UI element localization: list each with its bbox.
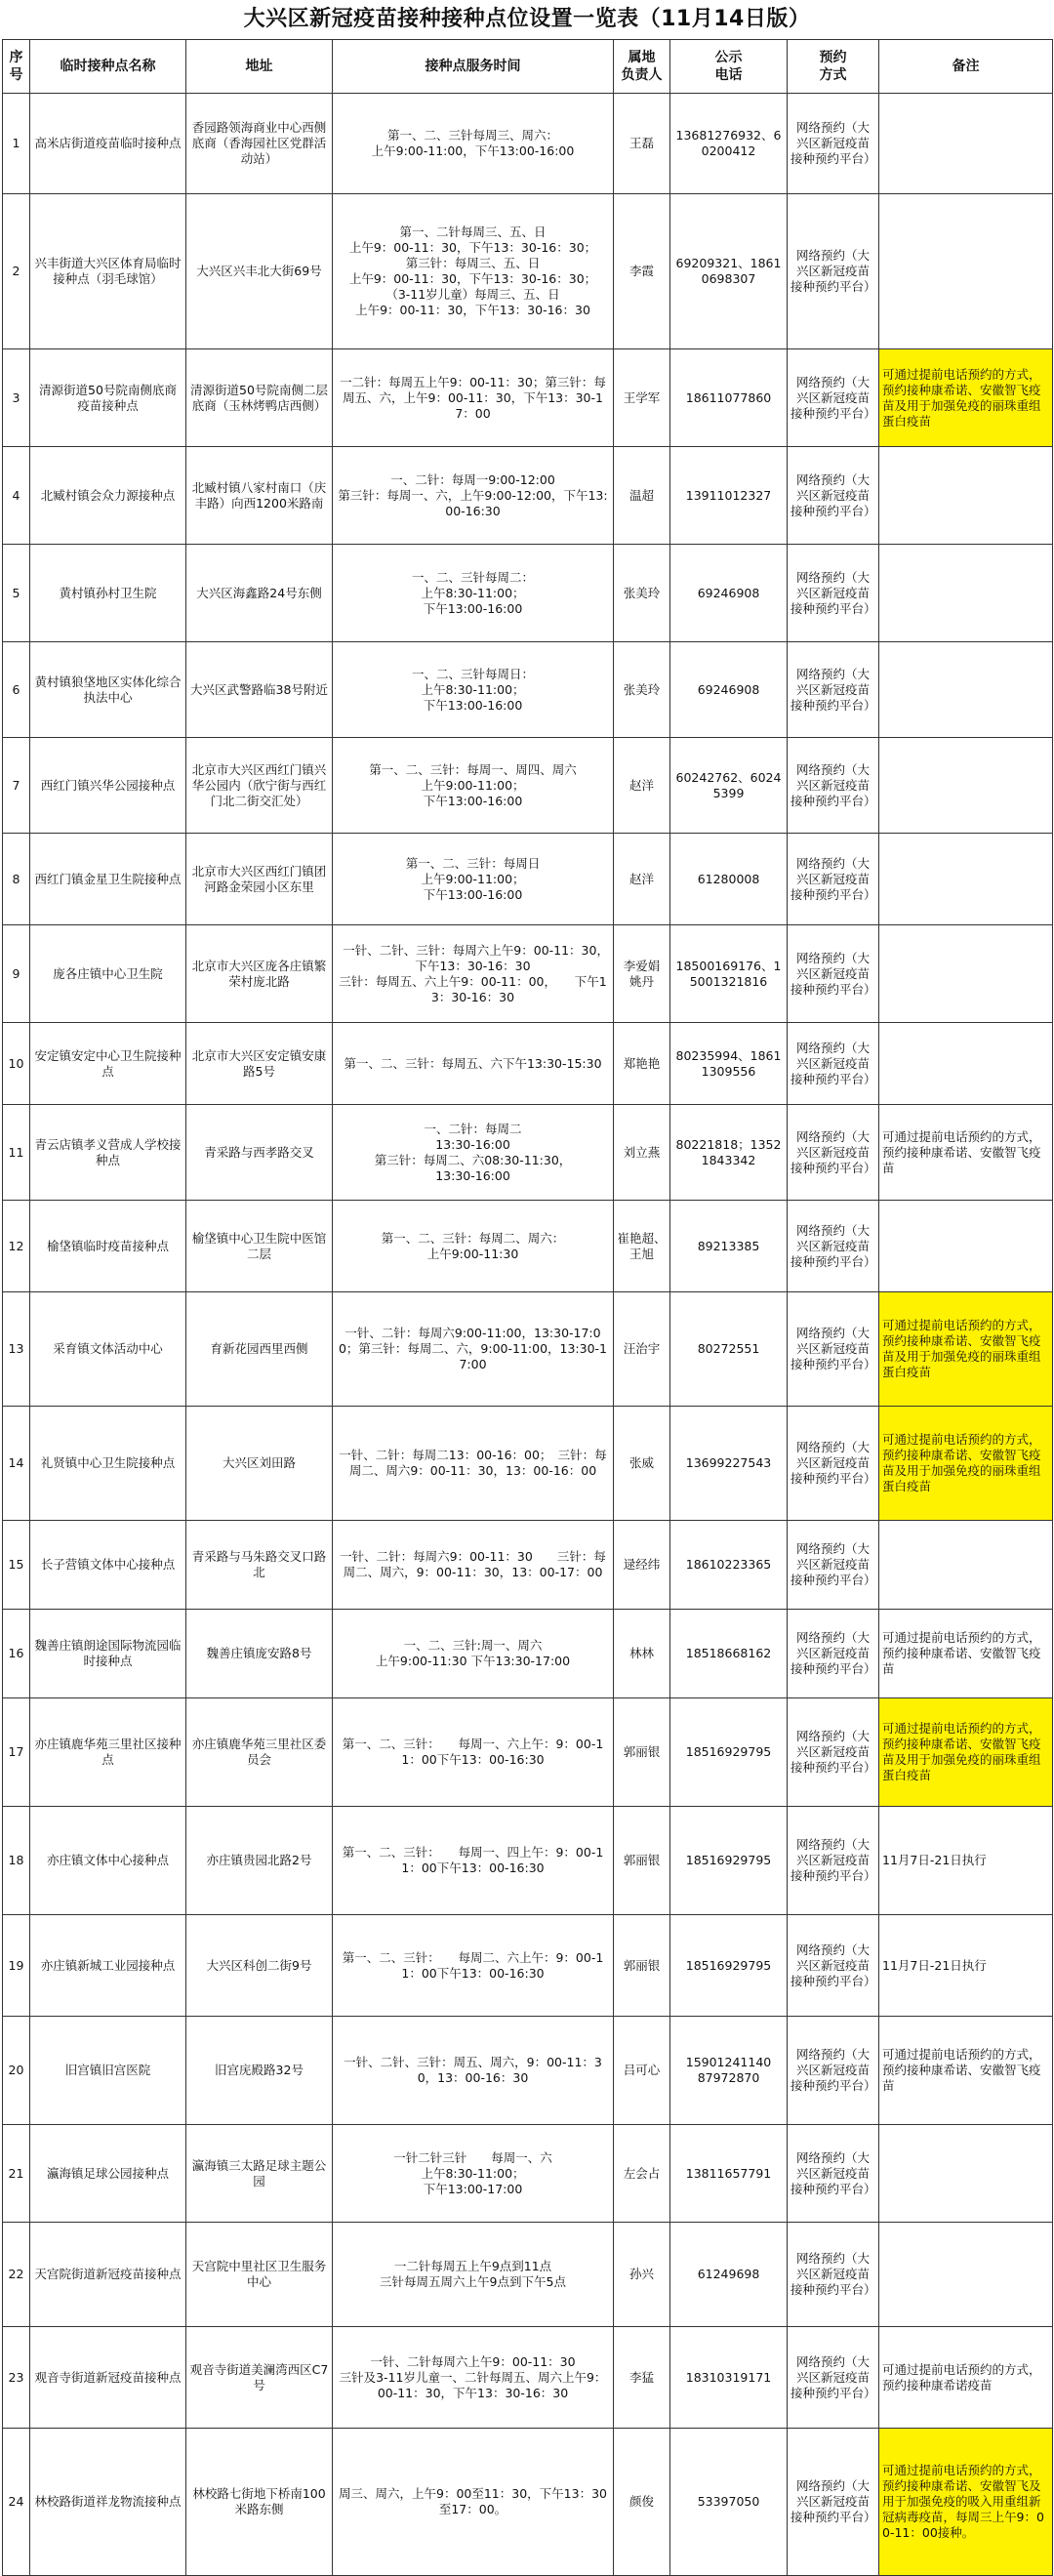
- cell-seq: 21: [3, 2125, 30, 2223]
- cell-person: 郑艳艳: [614, 1023, 670, 1105]
- cell-address: 魏善庄镇庞安路8号: [186, 1610, 333, 1698]
- cell-seq: 18: [3, 1807, 30, 1915]
- table-row: [3, 2017, 1053, 2125]
- cell-phone: 15901241140 87972870: [670, 2017, 788, 2125]
- cell-person: 逯经纬: [614, 1521, 670, 1610]
- cell-note: [879, 447, 1053, 545]
- table-row: [3, 545, 1053, 642]
- cell-booking: 网络预约（大兴区新冠疫苗接种预约平台）: [788, 545, 879, 642]
- cell-name: 长子营镇文体中心接种点: [30, 1521, 186, 1610]
- table-row: [3, 2125, 1053, 2223]
- header-address: 地址: [186, 40, 333, 94]
- cell-booking: 网络预约（大兴区新冠疫苗接种预约平台）: [788, 349, 879, 447]
- cell-note: 可通过提前电话预约的方式，预约接种康希诺、安徽智飞疫苗及用于加强免疫的丽珠重组蛋白疫苗: [879, 1698, 1053, 1807]
- table-row: [3, 94, 1053, 194]
- cell-note: [879, 834, 1053, 925]
- cell-name: 榆垡镇临时疫苗接种点: [30, 1201, 186, 1292]
- cell-note: 11月7日-21日执行: [879, 1915, 1053, 2017]
- cell-person: 吕可心: [614, 2017, 670, 2125]
- cell-service-time: 第一、二、三针： 每周一、四上午：9：00-11：00下午13：00-16:30: [333, 1807, 614, 1915]
- cell-booking: 网络预约（大兴区新冠疫苗接种预约平台）: [788, 738, 879, 834]
- table-row: [3, 2327, 1053, 2429]
- table-row: [3, 1201, 1053, 1292]
- table-header-row: [3, 40, 1053, 94]
- cell-booking: 网络预约（大兴区新冠疫苗接种预约平台）: [788, 1407, 879, 1521]
- cell-service-time: 一、二、三针:周一、周六 上午9:00-11:30 下午13:30-17:00: [333, 1610, 614, 1698]
- cell-seq: 22: [3, 2223, 30, 2327]
- cell-booking: 网络预约（大兴区新冠疫苗接种预约平台）: [788, 2327, 879, 2429]
- cell-person: 汪治宇: [614, 1292, 670, 1407]
- cell-address: 观音寺街道美澜湾西区C7号: [186, 2327, 333, 2429]
- cell-service-time: 一针、二针：每周二13：00-16：00； 三针：每周二、周六9：00-11：30，13：00-16：00: [333, 1407, 614, 1521]
- table-row: [3, 1915, 1053, 2017]
- cell-name: 西红门镇兴华公园接种点: [30, 738, 186, 834]
- cell-service-time: 一二针每周五上午9点到11点 三针每周五周六上午9点到下午5点: [333, 2223, 614, 2327]
- cell-phone: 60242762、60245399: [670, 738, 788, 834]
- cell-address: 瀛海镇三太路足球主题公园: [186, 2125, 333, 2223]
- cell-phone: 18516929795: [670, 1807, 788, 1915]
- cell-service-time: 一、二、三针每周日： 上午8:30-11:00； 下午13:00-16:00: [333, 642, 614, 738]
- cell-person: 颜俊: [614, 2429, 670, 2576]
- cell-service-time: 一针、二针、三针：每周六上午9：00-11：30， 下午13：30-16：30 三针：每周五、六上午9：00-11：00， 下午13：30-16：30: [333, 925, 614, 1023]
- cell-booking: 网络预约（大兴区新冠疫苗接种预约平台）: [788, 1915, 879, 2017]
- cell-phone: 18611077860: [670, 349, 788, 447]
- cell-address: 北京市大兴区庞各庄镇繁荣村庞北路: [186, 925, 333, 1023]
- cell-address: 大兴区科创二街9号: [186, 1915, 333, 2017]
- cell-name: 青云店镇孝义营成人学校接种点: [30, 1105, 186, 1201]
- cell-service-time: 第一、二、三针每周三、周六： 上午9:00-11:00，下午13:00-16:00: [333, 94, 614, 194]
- cell-phone: 18518668162: [670, 1610, 788, 1698]
- table-row: [3, 1105, 1053, 1201]
- cell-person: 崔艳超、王旭: [614, 1201, 670, 1292]
- cell-service-time: 周三、周六，上午9：00至11：30，下午13：30至17：00。: [333, 2429, 614, 2576]
- cell-person: 张美玲: [614, 545, 670, 642]
- cell-person: 张美玲: [614, 642, 670, 738]
- cell-address: 大兴区刘田路: [186, 1407, 333, 1521]
- cell-seq: 19: [3, 1915, 30, 2017]
- cell-person: 左会占: [614, 2125, 670, 2223]
- cell-address: 育新花园西里西侧: [186, 1292, 333, 1407]
- cell-address: 旧宫庑殿路32号: [186, 2017, 333, 2125]
- cell-name: 清源街道50号院南侧底商疫苗接种点: [30, 349, 186, 447]
- cell-booking: 网络预约（大兴区新冠疫苗接种预约平台）: [788, 447, 879, 545]
- cell-name: 旧宫镇旧宫医院: [30, 2017, 186, 2125]
- cell-person: 刘立燕: [614, 1105, 670, 1201]
- cell-name: 礼贤镇中心卫生院接种点: [30, 1407, 186, 1521]
- cell-name: 观音寺街道新冠疫苗接种点: [30, 2327, 186, 2429]
- cell-address: 北京市大兴区安定镇安康路5号: [186, 1023, 333, 1105]
- header-booking: 预约 方式: [788, 40, 879, 94]
- cell-note: [879, 94, 1053, 194]
- cell-name: 西红门镇金星卫生院接种点: [30, 834, 186, 925]
- cell-booking: 网络预约（大兴区新冠疫苗接种预约平台）: [788, 94, 879, 194]
- cell-service-time: 第一、二、三针：每周日 上午9:00-11:00； 下午13:00-16:00: [333, 834, 614, 925]
- cell-person: 王学军: [614, 349, 670, 447]
- cell-person: 林林: [614, 1610, 670, 1698]
- cell-note: 可通过提前电话预约的方式，预约接种康希诺、安徽智飞疫苗及用于加强免疫的丽珠重组蛋白疫苗: [879, 349, 1053, 447]
- cell-address: 北京市大兴区西红门镇团河路金荣园小区东里: [186, 834, 333, 925]
- cell-address: 亦庄镇贵园北路2号: [186, 1807, 333, 1915]
- cell-seq: 5: [3, 545, 30, 642]
- cell-note: 可通过提前电话预约的方式，预约接种康希诺、安徽智飞疫苗: [879, 2017, 1053, 2125]
- header-phone: 公示 电话: [670, 40, 788, 94]
- cell-seq: 23: [3, 2327, 30, 2429]
- table-row: [3, 1292, 1053, 1407]
- cell-booking: 网络预约（大兴区新冠疫苗接种预约平台）: [788, 2223, 879, 2327]
- cell-booking: 网络预约（大兴区新冠疫苗接种预约平台）: [788, 1807, 879, 1915]
- cell-person: 郭丽银: [614, 1807, 670, 1915]
- header-note: 备注: [879, 40, 1053, 94]
- cell-seq: 16: [3, 1610, 30, 1698]
- table-row: [3, 738, 1053, 834]
- cell-booking: 网络预约（大兴区新冠疫苗接种预约平台）: [788, 2017, 879, 2125]
- cell-seq: 3: [3, 349, 30, 447]
- cell-address: 北臧村镇八家村南口（庆丰路）向西1200米路南: [186, 447, 333, 545]
- cell-booking: 网络预约（大兴区新冠疫苗接种预约平台）: [788, 925, 879, 1023]
- cell-service-time: 一针、二针：每周六9：00-11：30 三针：每周二、周六，9：00-11：30，13：00-17：00: [333, 1521, 614, 1610]
- cell-service-time: 第一、二、三针：每周五、六下午13:30-15:30: [333, 1023, 614, 1105]
- cell-service-time: 一针、二针：每周六9:00-11:00，13:30-17:00；第三针：每周二、六，9:00-11:00，13:30-17:00: [333, 1292, 614, 1407]
- cell-note: [879, 1201, 1053, 1292]
- cell-service-time: 第一、二、三针：每周一、周四、周六 上午9:00-11:00； 下午13:00-16:00: [333, 738, 614, 834]
- cell-note: [879, 1023, 1053, 1105]
- table-row: [3, 1807, 1053, 1915]
- cell-address: 清源街道50号院南侧二层底商（玉林烤鸭店西侧）: [186, 349, 333, 447]
- cell-seq: 11: [3, 1105, 30, 1201]
- cell-name: 采育镇文体活动中心: [30, 1292, 186, 1407]
- cell-person: 郭丽银: [614, 1698, 670, 1807]
- cell-name: 魏善庄镇朗途国际物流园临时接种点: [30, 1610, 186, 1698]
- cell-seq: 1: [3, 94, 30, 194]
- cell-booking: 网络预约（大兴区新冠疫苗接种预约平台）: [788, 1698, 879, 1807]
- cell-service-time: 一、二针：每周二 13:30-16:00 第三针：每周二、六08:30-11:30， 13:30-16:00: [333, 1105, 614, 1201]
- cell-phone: 18500169176、15001321816: [670, 925, 788, 1023]
- cell-service-time: 第一、二、三针：每周二、周六： 上午9:00-11:30: [333, 1201, 614, 1292]
- cell-address: 青采路与西孝路交叉: [186, 1105, 333, 1201]
- cell-seq: 9: [3, 925, 30, 1023]
- cell-phone: 69209321、18610698307: [670, 194, 788, 349]
- table-row: [3, 834, 1053, 925]
- cell-booking: 网络预约（大兴区新冠疫苗接种预约平台）: [788, 2429, 879, 2576]
- cell-service-time: 一针二针三针 每周一、六 上午8:30-11:00； 下午13:00-17:00: [333, 2125, 614, 2223]
- cell-booking: 网络预约（大兴区新冠疫苗接种预约平台）: [788, 1292, 879, 1407]
- cell-seq: 13: [3, 1292, 30, 1407]
- cell-note: 可通过提前电话预约的方式，预约接种康希诺疫苗: [879, 2327, 1053, 2429]
- cell-booking: 网络预约（大兴区新冠疫苗接种预约平台）: [788, 1201, 879, 1292]
- cell-booking: 网络预约（大兴区新冠疫苗接种预约平台）: [788, 1023, 879, 1105]
- cell-phone: 18516929795: [670, 1698, 788, 1807]
- cell-note: [879, 738, 1053, 834]
- cell-note: 可通过提前电话预约的方式，预约接种康希诺、安徽智飞疫苗及用于加强免疫的丽珠重组蛋白疫苗: [879, 1407, 1053, 1521]
- cell-booking: 网络预约（大兴区新冠疫苗接种预约平台）: [788, 834, 879, 925]
- cell-seq: 14: [3, 1407, 30, 1521]
- cell-person: 李猛: [614, 2327, 670, 2429]
- cell-name: 高米店街道疫苗临时接种点: [30, 94, 186, 194]
- cell-booking: 网络预约（大兴区新冠疫苗接种预约平台）: [788, 2125, 879, 2223]
- cell-note: 可通过提前电话预约的方式，预约接种康希诺、安徽智飞疫苗及用于加强免疫的丽珠重组蛋白疫苗: [879, 1292, 1053, 1407]
- cell-note: 可通过提前电话预约的方式，预约接种康希诺、安徽智飞疫苗: [879, 1610, 1053, 1698]
- cell-name: 黄村镇孙村卫生院: [30, 545, 186, 642]
- cell-name: 北臧村镇会众力源接种点: [30, 447, 186, 545]
- cell-service-time: 一、二针：每周一9:00-12:00 第三针：每周一、六，上午9:00-12:00，下午13:00-16:30: [333, 447, 614, 545]
- cell-person: 郭丽银: [614, 1915, 670, 2017]
- header-person: 属地 负责人: [614, 40, 670, 94]
- cell-service-time: 第一、二、三针： 每周二、六上午：9：00-11：00下午13：00-16:30: [333, 1915, 614, 2017]
- cell-phone: 18310319171: [670, 2327, 788, 2429]
- cell-person: 张威: [614, 1407, 670, 1521]
- cell-booking: 网络预约（大兴区新冠疫苗接种预约平台）: [788, 1105, 879, 1201]
- page-title: 大兴区新冠疫苗接种接种点位设置一览表（11月14日版）: [243, 7, 811, 31]
- cell-seq: 8: [3, 834, 30, 925]
- header-name: 临时接种点名称: [30, 40, 186, 94]
- cell-name: 亦庄镇文体中心接种点: [30, 1807, 186, 1915]
- sites-table: [2, 39, 1053, 2576]
- cell-seq: 17: [3, 1698, 30, 1807]
- cell-name: 天宫院街道新冠疫苗接种点: [30, 2223, 186, 2327]
- table-row: [3, 349, 1053, 447]
- cell-address: 北京市大兴区西红门镇兴华公园内（欣宁街与西红门北二街交汇处）: [186, 738, 333, 834]
- cell-seq: 10: [3, 1023, 30, 1105]
- cell-phone: 53397050: [670, 2429, 788, 2576]
- cell-service-time: 一二针：每周五上午9：00-11：30；第三针：每周五、六，上午9：00-11：30，下午13：30-17：00: [333, 349, 614, 447]
- cell-phone: 61249698: [670, 2223, 788, 2327]
- cell-phone: 69246908: [670, 545, 788, 642]
- table-row: [3, 2223, 1053, 2327]
- cell-phone: 80235994、18611309556: [670, 1023, 788, 1105]
- cell-name: 亦庄镇新城工业园接种点: [30, 1915, 186, 2017]
- cell-person: 温超: [614, 447, 670, 545]
- cell-name: 亦庄镇鹿华苑三里社区接种点: [30, 1698, 186, 1807]
- cell-address: 林校路七街地下桥南100米路东侧: [186, 2429, 333, 2576]
- cell-phone: 89213385: [670, 1201, 788, 1292]
- cell-phone: 13811657791: [670, 2125, 788, 2223]
- cell-seq: 7: [3, 738, 30, 834]
- cell-name: 安定镇安定中心卫生院接种点: [30, 1023, 186, 1105]
- cell-person: 李爱娟 姚丹: [614, 925, 670, 1023]
- cell-seq: 6: [3, 642, 30, 738]
- cell-booking: 网络预约（大兴区新冠疫苗接种预约平台）: [788, 1610, 879, 1698]
- table-row: [3, 447, 1053, 545]
- cell-phone: 80272551: [670, 1292, 788, 1407]
- cell-person: 王磊: [614, 94, 670, 194]
- cell-note: [879, 1521, 1053, 1610]
- table-row: [3, 2429, 1053, 2576]
- cell-booking: 网络预约（大兴区新冠疫苗接种预约平台）: [788, 1521, 879, 1610]
- cell-name: 黄村镇狼垡地区实体化综合执法中心: [30, 642, 186, 738]
- cell-person: 赵洋: [614, 834, 670, 925]
- cell-address: 天宫院中里社区卫生服务中心: [186, 2223, 333, 2327]
- cell-booking: 网络预约（大兴区新冠疫苗接种预约平台）: [788, 642, 879, 738]
- cell-person: 孙兴: [614, 2223, 670, 2327]
- cell-phone: 18516929795: [670, 1915, 788, 2017]
- cell-note: [879, 2125, 1053, 2223]
- cell-name: 林校路街道祥龙物流接种点: [30, 2429, 186, 2576]
- cell-note: [879, 194, 1053, 349]
- cell-address: 大兴区海鑫路24号东侧: [186, 545, 333, 642]
- cell-note: [879, 925, 1053, 1023]
- cell-service-time: 第一、二针每周三、五、日 上午9：00-11：30，下午13：30-16：30； 第三针：每周三、五、日 上午9：00-11：30，下午13：30-16：30； （3-11岁儿童）每周三、五、日 上午9：00-11：30，下午13：30-16：30: [333, 194, 614, 349]
- cell-service-time: 第一、二、三针： 每周一、六上午：9：00-11：00下午13：00-16:30: [333, 1698, 614, 1807]
- cell-booking: 网络预约（大兴区新冠疫苗接种预约平台）: [788, 194, 879, 349]
- cell-person: 李霞: [614, 194, 670, 349]
- cell-seq: 20: [3, 2017, 30, 2125]
- cell-address: 亦庄镇鹿华苑三里社区委员会: [186, 1698, 333, 1807]
- cell-address: 香园路领海商业中心西侧底商（香海园社区党群活动站）: [186, 94, 333, 194]
- cell-address: 榆垡镇中心卫生院中医馆二层: [186, 1201, 333, 1292]
- cell-phone: 80221818；13521843342: [670, 1105, 788, 1201]
- cell-address: 大兴区兴丰北大街69号: [186, 194, 333, 349]
- cell-phone: 13699227543: [670, 1407, 788, 1521]
- cell-service-time: 一针、二针、三针：周五、周六，9：00-11：30，13：00-16：30: [333, 2017, 614, 2125]
- table-row: [3, 1023, 1053, 1105]
- header-service-time: 接种点服务时间: [333, 40, 614, 94]
- cell-phone: 18610223365: [670, 1521, 788, 1610]
- table-row: [3, 925, 1053, 1023]
- cell-phone: 61280008: [670, 834, 788, 925]
- cell-note: [879, 545, 1053, 642]
- cell-seq: 4: [3, 447, 30, 545]
- cell-service-time: 一、二、三针每周二： 上午8:30-11:00； 下午13:00-16:00: [333, 545, 614, 642]
- cell-name: 瀛海镇足球公园接种点: [30, 2125, 186, 2223]
- cell-person: 赵洋: [614, 738, 670, 834]
- cell-phone: 69246908: [670, 642, 788, 738]
- table-row: [3, 1610, 1053, 1698]
- table-row: [3, 1521, 1053, 1610]
- cell-address: 青采路与马朱路交叉口路北: [186, 1521, 333, 1610]
- table-row: [3, 642, 1053, 738]
- header-seq: 序 号: [3, 40, 30, 94]
- cell-name: 庞各庄镇中心卫生院: [30, 925, 186, 1023]
- cell-note: 11月7日-21日执行: [879, 1807, 1053, 1915]
- table-row: [3, 1698, 1053, 1807]
- cell-note: 可通过提前电话预约的方式，预约接种康希诺、安徽智飞疫苗: [879, 1105, 1053, 1201]
- cell-seq: 2: [3, 194, 30, 349]
- table-row: [3, 1407, 1053, 1521]
- cell-note: [879, 642, 1053, 738]
- cell-service-time: 一针、二针每周六上午9：00-11：30 三针及3-11岁儿童一、二针每周五、周六上午9：00-11：30，下午13：30-16：30: [333, 2327, 614, 2429]
- cell-phone: 13911012327: [670, 447, 788, 545]
- cell-note: 可通过提前电话预约的方式，预约接种康希诺、安徽智飞及用于加强免疫的吸入用重组新冠病毒疫苗，每周三上午9：00-11：00接种。: [879, 2429, 1053, 2576]
- table-row: [3, 194, 1053, 349]
- table-body: [3, 94, 1053, 2576]
- cell-name: 兴丰街道大兴区体育局临时接种点（羽毛球馆）: [30, 194, 186, 349]
- cell-seq: 15: [3, 1521, 30, 1610]
- cell-seq: 12: [3, 1201, 30, 1292]
- cell-address: 大兴区武警路临38号附近: [186, 642, 333, 738]
- cell-seq: 24: [3, 2429, 30, 2576]
- cell-note: [879, 2223, 1053, 2327]
- cell-phone: 13681276932、60200412: [670, 94, 788, 194]
